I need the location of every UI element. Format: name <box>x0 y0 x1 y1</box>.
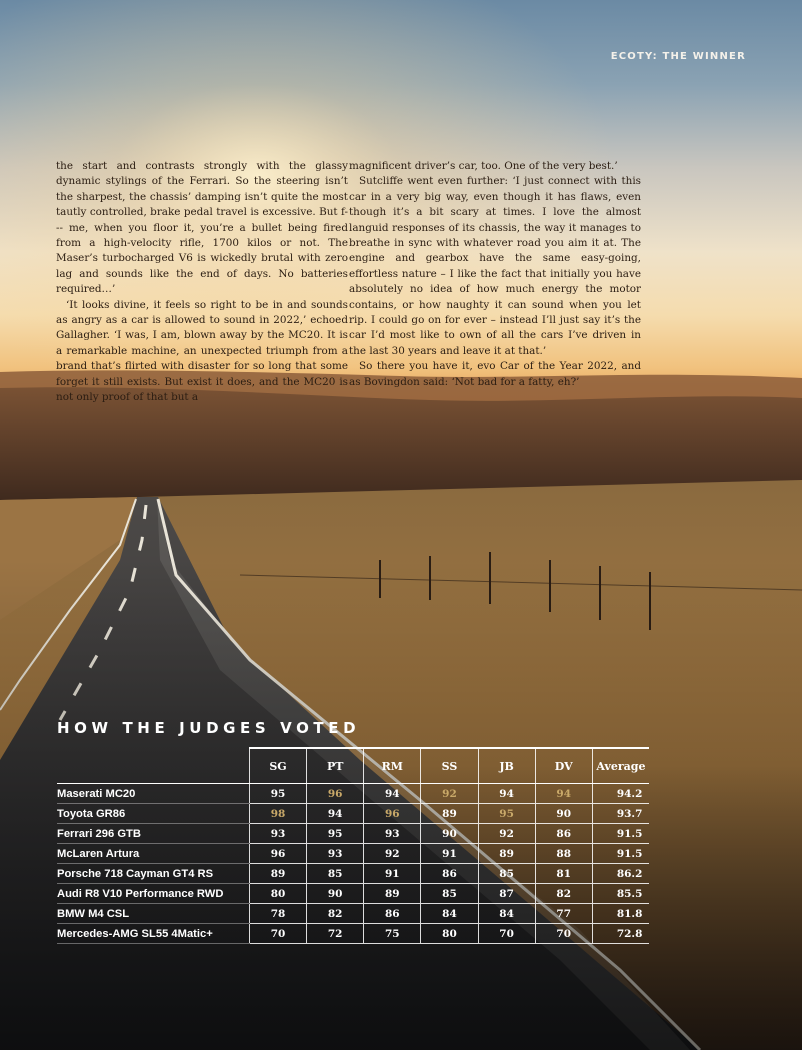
score-cell: 89 <box>364 884 421 904</box>
score-cell: 85 <box>421 884 478 904</box>
article-paragraph: Sutcliffe went even further: ‘I just connect with this car in a very big way, even though it has flaws, even though it’s a bit scary at times. I love the almost languid responses of its chassis, the way it manages to breathe in sync with whatever road you aim it at. The engine and gearbox have the same easy-going, effortless nature – I like the fact that initially you have absolutely no idea of how much energy the motor contains, or how naughty it can sound when you let rip. I could go on for ever – instead I’ll just say it’s the car I’d most like to own of all the cars I’ve driven in the last 30 years and leave it at that.’ <box>349 175 641 357</box>
score-cell: 88 <box>535 844 592 864</box>
score-cell: 92 <box>421 784 478 804</box>
score-cell: 92 <box>364 844 421 864</box>
column-header: SG <box>249 748 306 784</box>
average-cell: 81.8 <box>592 904 649 924</box>
score-cell: 93 <box>249 824 306 844</box>
average-cell: 93.7 <box>592 804 649 824</box>
section-header: ECOTY: THE WINNER <box>610 51 746 62</box>
score-cell: 85 <box>478 864 535 884</box>
article-paragraph: So there you have it, evo Car of the Year 2022, and as Bovingdon said: ‘Not bad for a fatty, eh?’ <box>349 360 641 388</box>
score-cell: 90 <box>307 884 364 904</box>
score-cell: 84 <box>421 904 478 924</box>
article-paragraph: the start and contrasts strongly with the glassy dynamic stylings of the Ferrari. So the steering isn’t the sharpest, the chassis’ damping isn’t quite the most tautly controlled, brake pedal travel is excessive. But f--- me, when you floor it, you’re a bullet being fired from a high-velocity rifle, 1700 kilos or not. The Maser’s turbocharged V6 is wickedly brutal with zero lag and sounds like the end of days. No batteries required…’ <box>56 160 348 296</box>
table-row <box>57 804 649 824</box>
score-cell: 95 <box>478 804 535 824</box>
article-column-2 <box>349 159 641 390</box>
car-name-cell: BMW M4 CSL <box>57 904 249 924</box>
score-cell: 96 <box>364 804 421 824</box>
score-cell: 96 <box>249 844 306 864</box>
car-name-cell: Porsche 718 Cayman GT4 RS <box>57 864 249 884</box>
score-cell: 89 <box>421 804 478 824</box>
score-cell: 80 <box>249 884 306 904</box>
car-name-cell: Audi R8 V10 Performance RWD <box>57 884 249 904</box>
score-cell: 87 <box>478 884 535 904</box>
column-header: RM <box>364 748 421 784</box>
article-paragraph: magnificent driver’s car, too. One of the very best.’ <box>349 160 618 172</box>
average-cell: 91.5 <box>592 824 649 844</box>
table-row <box>57 924 649 944</box>
score-cell: 81 <box>535 864 592 884</box>
score-cell: 86 <box>364 904 421 924</box>
article-paragraph: ‘It looks divine, it feels so right to be in and sounds as angry as a car is allowed to sound in 2022,’ echoed Gallagher. ‘I was, I am, blown away by the MC20. It is a remarkable machine, an unexpected triumph from a brand that’s flirted with disaster for so long that some forget it still exists. But exist it does, and the MC20 is not only proof of that but a <box>56 298 348 404</box>
score-cell: 80 <box>421 924 478 944</box>
average-cell: 72.8 <box>592 924 649 944</box>
score-cell: 90 <box>535 804 592 824</box>
column-header: SS <box>421 748 478 784</box>
score-cell: 93 <box>307 844 364 864</box>
score-cell: 90 <box>421 824 478 844</box>
article-column-1 <box>56 159 348 406</box>
score-cell: 98 <box>249 804 306 824</box>
score-cell: 78 <box>249 904 306 924</box>
column-header: JB <box>478 748 535 784</box>
average-cell: 86.2 <box>592 864 649 884</box>
average-cell: 85.5 <box>592 884 649 904</box>
score-cell: 95 <box>307 824 364 844</box>
score-cell: 70 <box>535 924 592 944</box>
average-cell: 94.2 <box>592 784 649 804</box>
score-cell: 94 <box>307 804 364 824</box>
average-column-header: Average <box>592 748 649 784</box>
column-header: DV <box>535 748 592 784</box>
table-row <box>57 864 649 884</box>
table-header-row <box>57 748 649 784</box>
average-cell: 91.5 <box>592 844 649 864</box>
votes-table-title: HOW THE JUDGES VOTED <box>57 719 361 737</box>
score-cell: 72 <box>307 924 364 944</box>
car-name-cell: Mercedes-AMG SL55 4Matic+ <box>57 924 249 944</box>
score-cell: 96 <box>307 784 364 804</box>
score-cell: 77 <box>535 904 592 924</box>
score-cell: 89 <box>249 864 306 884</box>
score-cell: 91 <box>421 844 478 864</box>
car-name-cell: McLaren Artura <box>57 844 249 864</box>
score-cell: 86 <box>535 824 592 844</box>
score-cell: 86 <box>421 864 478 884</box>
score-cell: 91 <box>364 864 421 884</box>
table-row <box>57 904 649 924</box>
table-row <box>57 884 649 904</box>
score-cell: 93 <box>364 824 421 844</box>
score-cell: 84 <box>478 904 535 924</box>
table-row <box>57 844 649 864</box>
car-name-cell: Ferrari 296 GTB <box>57 824 249 844</box>
score-cell: 82 <box>535 884 592 904</box>
car-name-cell: Toyota GR86 <box>57 804 249 824</box>
car-column-header <box>57 748 249 784</box>
judges-votes-table <box>57 747 649 944</box>
car-name-cell: Maserati MC20 <box>57 784 249 804</box>
score-cell: 75 <box>364 924 421 944</box>
score-cell: 94 <box>478 784 535 804</box>
score-cell: 82 <box>307 904 364 924</box>
score-cell: 70 <box>478 924 535 944</box>
score-cell: 94 <box>535 784 592 804</box>
column-header: PT <box>307 748 364 784</box>
score-cell: 94 <box>364 784 421 804</box>
table-row <box>57 784 649 804</box>
score-cell: 89 <box>478 844 535 864</box>
score-cell: 70 <box>249 924 306 944</box>
score-cell: 85 <box>307 864 364 884</box>
table-row <box>57 824 649 844</box>
score-cell: 95 <box>249 784 306 804</box>
score-cell: 92 <box>478 824 535 844</box>
